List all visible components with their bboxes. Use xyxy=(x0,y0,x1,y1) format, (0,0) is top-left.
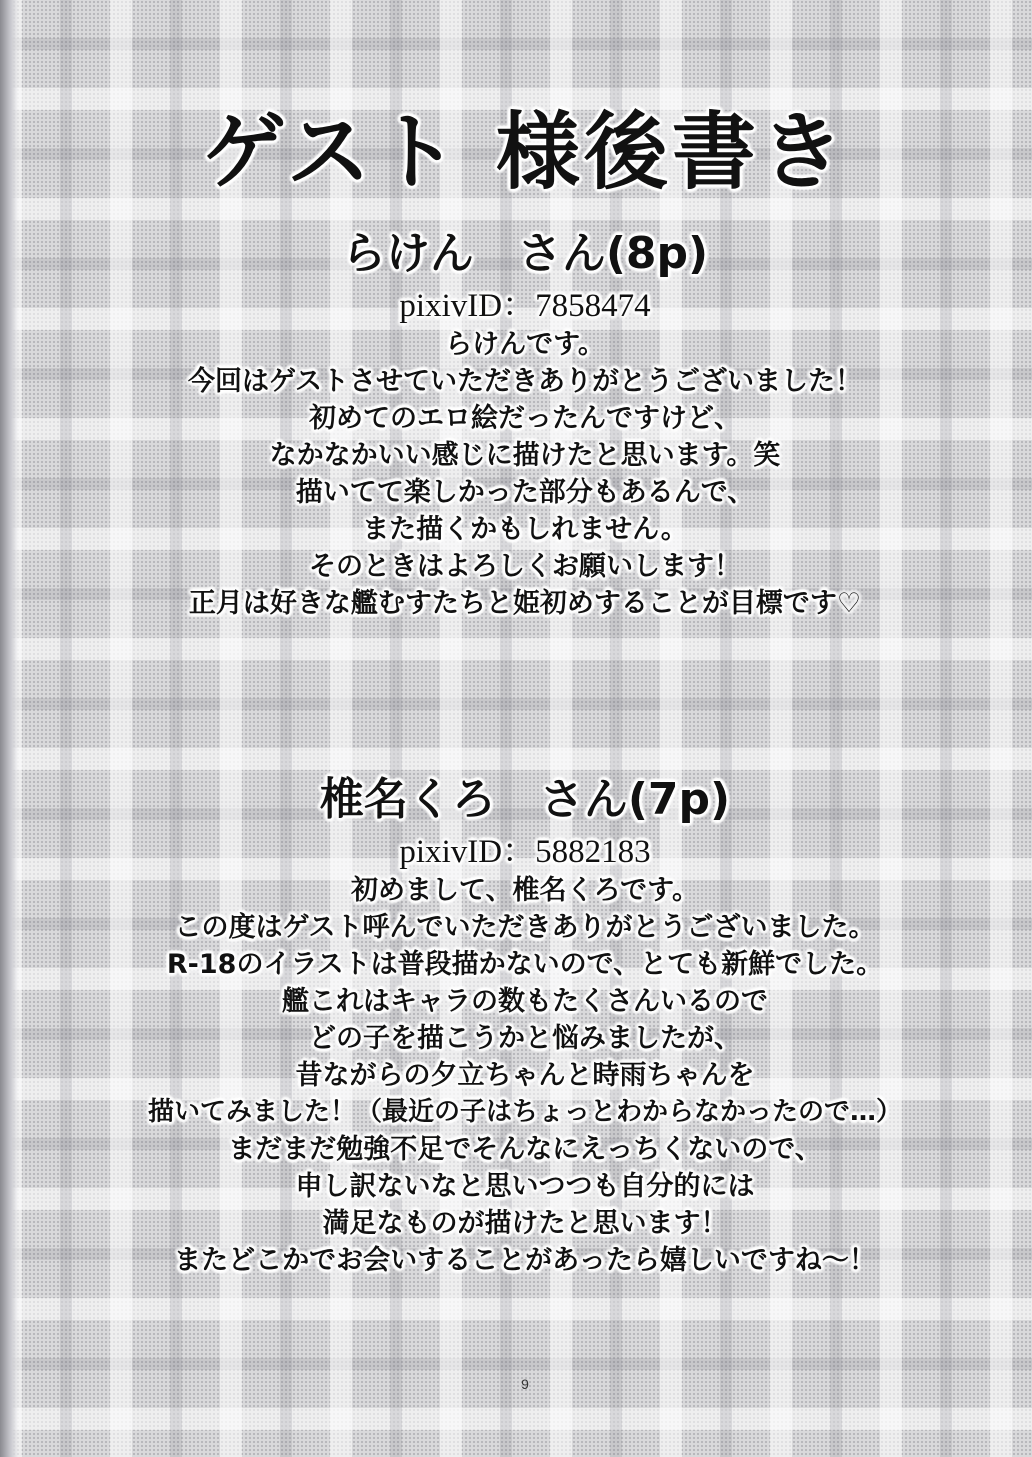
message-line: 初めてのエロ絵だったんですけど、 xyxy=(309,403,741,434)
pixiv-id: pixivID：5882183 xyxy=(399,834,651,870)
message-line: またどこかでお会いすることがあったら嬉しいですね～！ xyxy=(174,1245,876,1276)
message-line: 正月は好きな艦むすたちと姫初めすることが目標です♡ xyxy=(188,588,862,619)
message-line: 今回はゲストさせていただきありがとうございました！ xyxy=(188,366,862,397)
page-number: 9 xyxy=(521,1376,529,1392)
message-line: R-18のイラストは普段描かないので、とても新鮮でした。 xyxy=(166,949,884,980)
pixiv-id: pixivID：7858474 xyxy=(399,288,651,324)
message-line: どの子を描こうかと悩みましたが、 xyxy=(309,1023,741,1054)
guest-heading: 椎名くろ さん(7p) xyxy=(319,774,731,825)
message-line: この度はゲスト呼んでいただきありがとうございました。 xyxy=(174,912,876,943)
message-line: なかなかいい感じに描けたと思います。笑 xyxy=(269,440,781,471)
message-line: 申し訳ないなと思いつつも自分的には xyxy=(295,1171,755,1202)
message-line: 初めまして、椎名くろです。 xyxy=(350,875,700,906)
message-line: まだまだ勉強不足でそんなにえっちくないので、 xyxy=(228,1134,822,1165)
guest-heading: らけん さん(8p) xyxy=(341,228,709,279)
scan-edge xyxy=(0,0,18,1457)
message-line: また描くかもしれません。 xyxy=(362,514,688,545)
message-line: 艦これはキャラの数もたくさんいるので xyxy=(282,986,768,1017)
guest-section-2 xyxy=(18,768,1032,1279)
message-line: 描いてみました！（最近の子はちょっとわからなかったので…） xyxy=(147,1097,902,1127)
page-title: ゲスト 様後書き xyxy=(202,103,848,201)
message-line: らけんです。 xyxy=(445,329,605,360)
message-line: 満足なものが描けたと思います！ xyxy=(322,1208,728,1239)
guest-section-1 xyxy=(18,222,1032,622)
message-line: 昔ながらの夕立ちゃんと時雨ちゃんを xyxy=(295,1060,755,1091)
message-line: 描いてて楽しかった部分もあるんで、 xyxy=(295,477,755,508)
message-line: そのときはよろしくお願いします！ xyxy=(309,551,741,582)
afterword-page xyxy=(18,0,1032,1457)
